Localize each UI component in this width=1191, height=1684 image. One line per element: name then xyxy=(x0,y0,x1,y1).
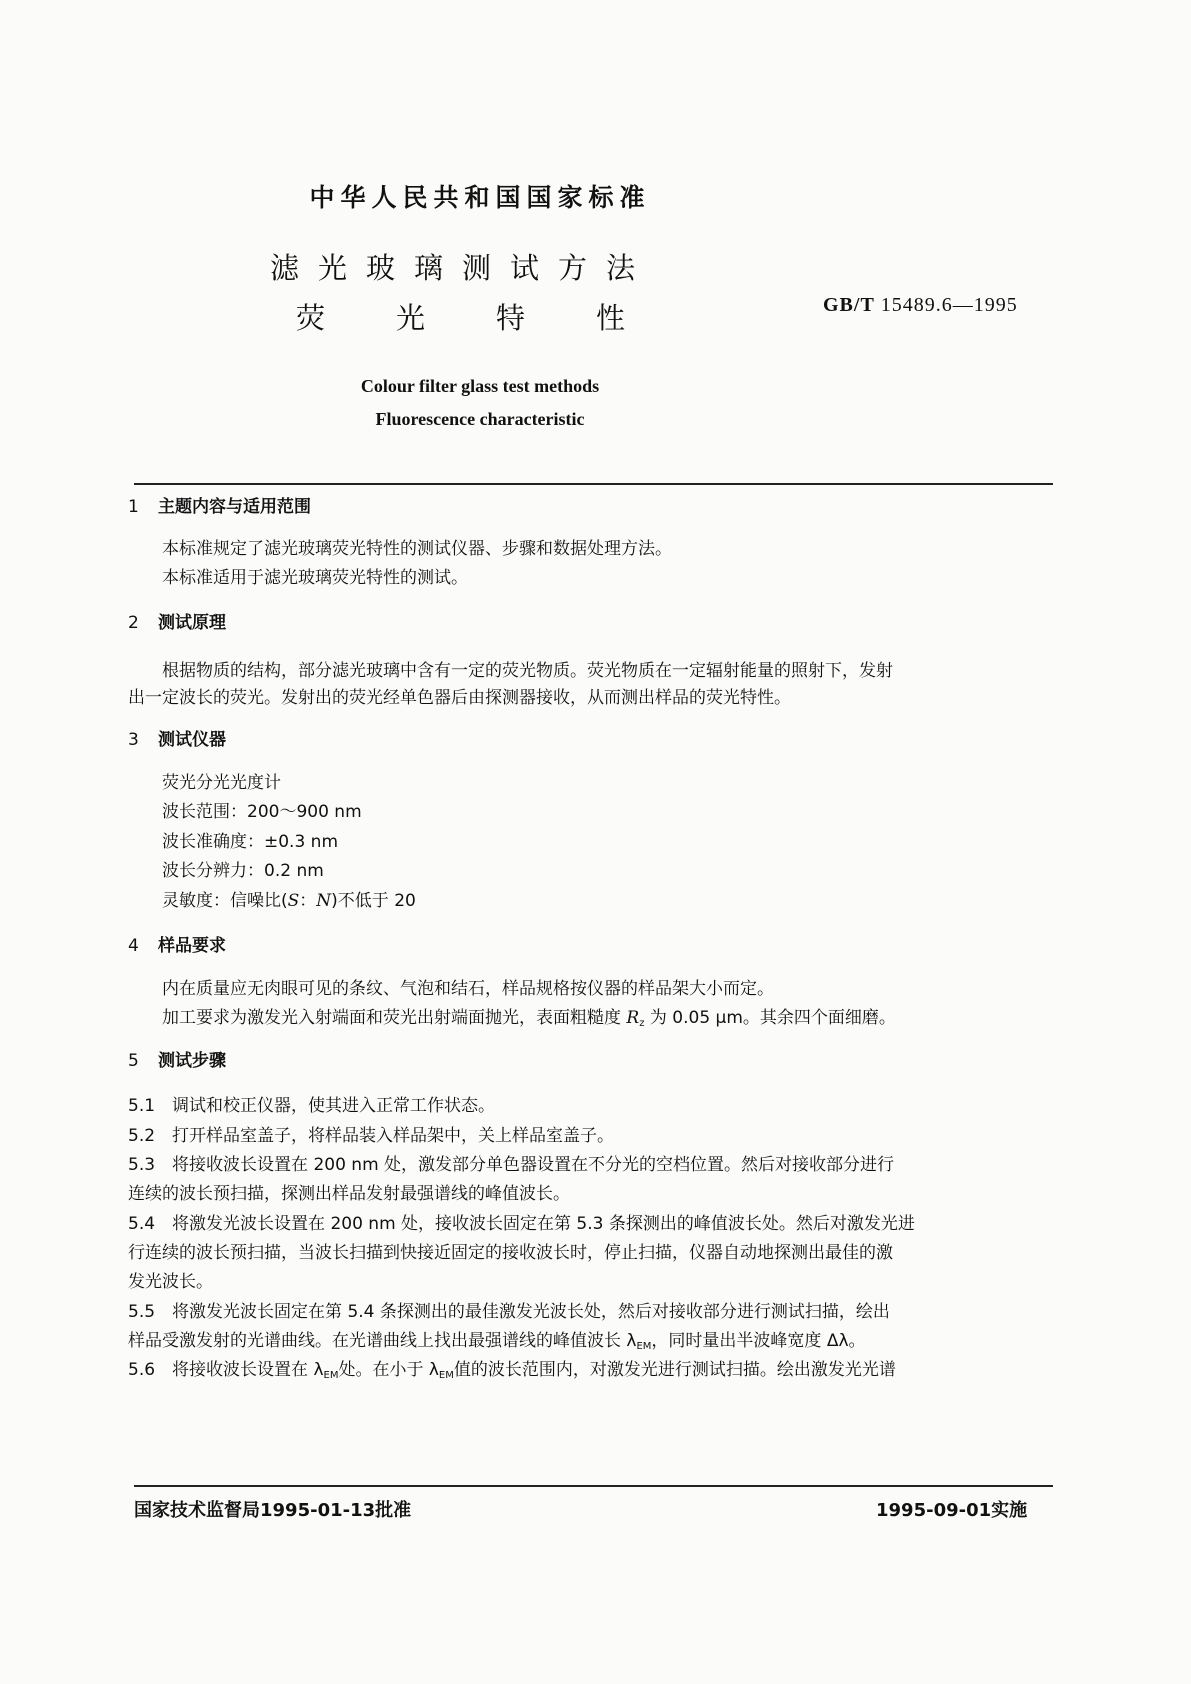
section-title: 测试仪器 xyxy=(158,730,226,750)
text: 灵敏度：信噪比( xyxy=(162,891,288,911)
subscript: EM xyxy=(323,1370,339,1381)
section-2-paragraph: 出一定波长的荧光。发射出的荧光经单色器后由探测器接收，从而测出样品的荧光特性。 xyxy=(128,688,791,708)
section-5-heading xyxy=(128,1046,226,1071)
english-title-line2: Fluorescence characteristic xyxy=(375,409,585,429)
section-title: 测试原理 xyxy=(158,613,226,633)
approval-date: 国家技术监督局1995-01-13批准 xyxy=(134,1500,412,1521)
wavelength-range: 波长范围：200～900 nm xyxy=(162,802,362,822)
section-number: 2 xyxy=(128,613,139,633)
section-1-paragraph: 本标准适用于滤光玻璃荧光特性的测试。 xyxy=(162,568,468,588)
section-title: 样品要求 xyxy=(158,936,226,956)
title2-char: 光 xyxy=(396,301,426,335)
text: 样品受激发射的光谱曲线。在光谱曲线上找出最强谱线的峰值波长 λ xyxy=(128,1331,637,1351)
issuing-body-title: 中华人民共和国国家标准 xyxy=(309,183,651,212)
implementation-date: 1995-09-01实施 xyxy=(876,1500,1028,1521)
step-5-4-cont: 发光波长。 xyxy=(128,1272,213,1292)
step-5-3-cont: 连续的波长预扫描，探测出样品发射最强谱线的峰值波长。 xyxy=(128,1184,570,1204)
subscript: z xyxy=(639,1018,645,1029)
section-4-paragraph xyxy=(162,1003,896,1029)
wavelength-accuracy: 波长准确度：±0.3 nm xyxy=(162,832,339,852)
section-number: 5 xyxy=(128,1051,139,1071)
section-4-paragraph: 内在质量应无肉眼可见的条纹、气泡和结石，样品规格按仪器的样品架大小而定。 xyxy=(162,979,774,999)
subscript: EM xyxy=(438,1370,454,1381)
header-divider xyxy=(134,483,1053,485)
standard-prefix: GB/T xyxy=(823,294,875,316)
title2-char: 特 xyxy=(496,301,526,335)
title2-char: 荧 xyxy=(296,301,326,335)
text: ： xyxy=(299,891,317,911)
text: 加工要求为激发光入射端面和荧光出射端面抛光，表面粗糙度 xyxy=(162,1008,621,1028)
symbol-s: S xyxy=(287,891,300,911)
english-title-line1: Colour filter glass test methods xyxy=(360,376,600,396)
text: ，同时量出半波峰宽度 Δλ。 xyxy=(651,1331,866,1351)
sensitivity xyxy=(162,886,416,911)
section-2-heading xyxy=(128,608,226,633)
section-number: 3 xyxy=(128,730,139,750)
standard-code: 15489.6—1995 xyxy=(874,294,1018,316)
section-2-paragraph: 根据物质的结构，部分滤光玻璃中含有一定的荧光物质。荧光物质在一定辐射能量的照射下，发射 xyxy=(162,661,893,681)
step-5-5: 5.5 将激发光波长固定在第 5.4 条探测出的最佳激发光波长处，然后对接收部分进行测试扫描，绘出 xyxy=(128,1302,890,1322)
step-5-4-cont: 行连续的波长预扫描，当波长扫描到快接近固定的接收波长时，停止扫描，仪器自动地探测出最佳的激 xyxy=(128,1243,893,1263)
step-5-2: 5.2 打开样品室盖子，将样品装入样品架中，关上样品室盖子。 xyxy=(128,1126,615,1146)
text: 为 0.05 μm。其余四个面细磨。 xyxy=(649,1008,896,1028)
section-title: 测试步骤 xyxy=(158,1051,226,1071)
text: 5.6 将接收波长设置在 λ xyxy=(128,1360,324,1380)
step-5-4: 5.4 将激发光波长设置在 200 nm 处，接收波长固定在第 5.3 条探测出的峰值波长处。然后对激发光进 xyxy=(128,1214,915,1234)
section-number: 4 xyxy=(128,936,139,956)
text: 值的波长范围内，对激发光进行测试扫描。绘出激发光光谱 xyxy=(453,1360,896,1380)
text: 处。在小于 λ xyxy=(338,1360,439,1380)
footer-divider xyxy=(134,1485,1053,1487)
standard-title-line1: 滤光玻璃测试方法 xyxy=(270,251,655,285)
symbol-n: N xyxy=(316,891,332,911)
instrument-name: 荧光分光光度计 xyxy=(162,773,281,793)
section-number: 1 xyxy=(128,497,139,517)
wavelength-resolution: 波长分辨力：0.2 nm xyxy=(162,861,324,881)
symbol-r: R xyxy=(626,1008,640,1028)
step-5-1: 5.1 调试和校正仪器，使其进入正常工作状态。 xyxy=(128,1096,496,1116)
text: )不低于 20 xyxy=(331,891,416,911)
section-title: 主题内容与适用范围 xyxy=(158,497,311,517)
standard-number xyxy=(823,294,1018,317)
section-1-paragraph: 本标准规定了滤光玻璃荧光特性的测试仪器、步骤和数据处理方法。 xyxy=(162,539,672,559)
step-5-6 xyxy=(128,1355,896,1381)
section-3-heading xyxy=(128,725,226,750)
section-1-heading xyxy=(128,492,311,517)
step-5-5-cont xyxy=(128,1326,866,1352)
title2-char: 性 xyxy=(596,301,626,335)
subscript: EM xyxy=(636,1341,652,1352)
section-4-heading xyxy=(128,931,226,956)
step-5-3: 5.3 将接收波长设置在 200 nm 处，激发部分单色器设置在不分光的空档位置。然后对接收部分进行 xyxy=(128,1155,895,1175)
